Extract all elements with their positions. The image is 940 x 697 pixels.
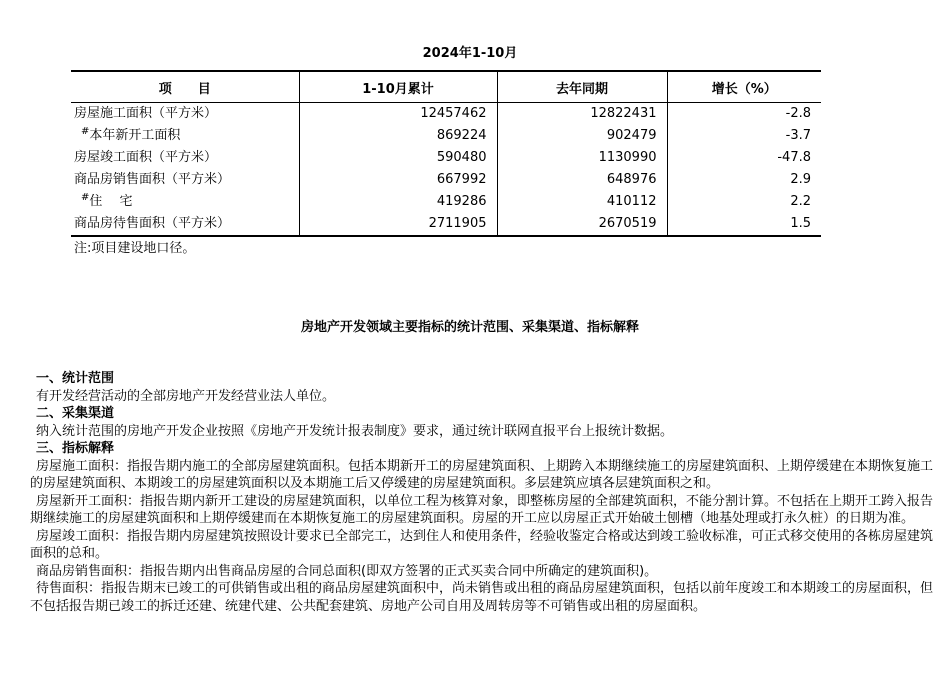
row-label: 商品房销售面积（平方米） xyxy=(74,172,231,187)
row-cumulative: 419286 xyxy=(299,191,497,213)
row-cumulative: 12457462 xyxy=(299,103,497,126)
definition-paragraph: 房屋施工面积：指报告期内施工的全部房屋建筑面积。包括本期新开工的房屋建筑面积、上期跨入本期继续施工的房屋建筑面积、上期停缓建在本期恢复施工的房屋建筑面积、本期竣工的房屋建筑面积以及本期施工后又停缓建的房屋建筑面积。多层建筑应填各层建筑面积之和。 xyxy=(30,458,934,491)
row-growth: 1.5 xyxy=(667,213,821,236)
table-row xyxy=(71,213,821,236)
row-cumulative: 590480 xyxy=(299,147,497,169)
row-last-year: 1130990 xyxy=(497,147,667,169)
table-row xyxy=(71,169,821,191)
header-cumulative: 1-10月累计 xyxy=(299,71,497,103)
explanation-body xyxy=(30,370,940,615)
row-growth: 2.9 xyxy=(667,169,821,191)
row-last-year: 12822431 xyxy=(497,103,667,126)
row-last-year: 902479 xyxy=(497,125,667,147)
row-growth: -2.8 xyxy=(667,103,821,126)
table-row xyxy=(71,103,821,126)
row-label: 商品房待售面积（平方米） xyxy=(71,213,299,236)
definition-paragraph: 房屋竣工面积：指报告期内房屋建筑按照设计要求已全部完工，达到住人和使用条件，经验收鉴定合格或达到竣工验收标准，可正式移交使用的各栋房屋建筑面积的总和。 xyxy=(30,528,934,561)
row-marker: # xyxy=(81,126,90,137)
row-growth: 2.2 xyxy=(667,191,821,213)
row-label: #住 宅 xyxy=(81,192,133,209)
row-last-year: 2670519 xyxy=(497,213,667,236)
period-title: 2024年1-10月 xyxy=(422,46,518,61)
definition-paragraph: 商品房销售面积：指报告期内出售商品房屋的合同总面积(即双方签署的正式买卖合同中所确定的建筑面积)。 xyxy=(36,563,658,579)
table-row xyxy=(71,147,821,169)
scope-heading: 一、统计范围 xyxy=(36,371,115,386)
table-row xyxy=(71,191,821,213)
table-header-row xyxy=(71,71,821,103)
row-label: 房屋施工面积（平方米） xyxy=(74,106,218,121)
header-item: 项 目 xyxy=(71,71,299,103)
row-cumulative: 869224 xyxy=(299,125,497,147)
definitions-heading: 三、指标解释 xyxy=(36,441,115,456)
scope-text: 有开发经营活动的全部房地产开发经营业法人单位。 xyxy=(36,388,336,404)
channel-text: 纳入统计范围的房地产开发企业按照《房地产开发统计报表制度》要求，通过统计联网直报平台上报统计数据。 xyxy=(36,423,674,439)
row-label: 房屋竣工面积（平方米） xyxy=(74,150,218,165)
row-cumulative: 667992 xyxy=(299,169,497,191)
channel-heading: 二、采集渠道 xyxy=(36,406,115,421)
row-last-year: 648976 xyxy=(497,169,667,191)
row-marker: # xyxy=(81,192,90,203)
table-note: 注:项目建设地口径。 xyxy=(74,241,196,256)
row-last-year: 410112 xyxy=(497,191,667,213)
table-row xyxy=(71,125,821,147)
definition-paragraph: 待售面积：指报告期末已竣工的可供销售或出租的商品房屋建筑面积中，尚未销售或出租的商品房屋建筑面积，包括以前年度竣工和本期竣工的房屋面积，但不包括报告期已竣工的拆迁还建、统建代建、公共配套建筑、房地产公司自用及周转房等不可销售或出租的房屋面积。 xyxy=(30,581,934,614)
header-last-year: 去年同期 xyxy=(497,71,667,103)
row-label: #本年新开工面积 xyxy=(81,126,181,143)
header-growth: 增长（%） xyxy=(667,71,821,103)
row-cumulative: 2711905 xyxy=(299,213,497,236)
statistics-table xyxy=(71,70,821,237)
section-title: 房地产开发领域主要指标的统计范围、采集渠道、指标解释 xyxy=(300,320,639,335)
definition-paragraph: 房屋新开工面积：指报告期内新开工建设的房屋建筑面积，以单位工程为核算对象，即整栋房屋的全部建筑面积，不能分割计算。不包括在上期开工跨入报告期继续施工的房屋建筑面积和上期停缓建而在本期恢复施工的房屋建筑面积。房屋的开工应以房屋正式开始破土刨槽（地基处理或打永久桩）的日期为准。 xyxy=(30,493,934,526)
row-growth: -3.7 xyxy=(667,125,821,147)
row-growth: -47.8 xyxy=(667,147,821,169)
